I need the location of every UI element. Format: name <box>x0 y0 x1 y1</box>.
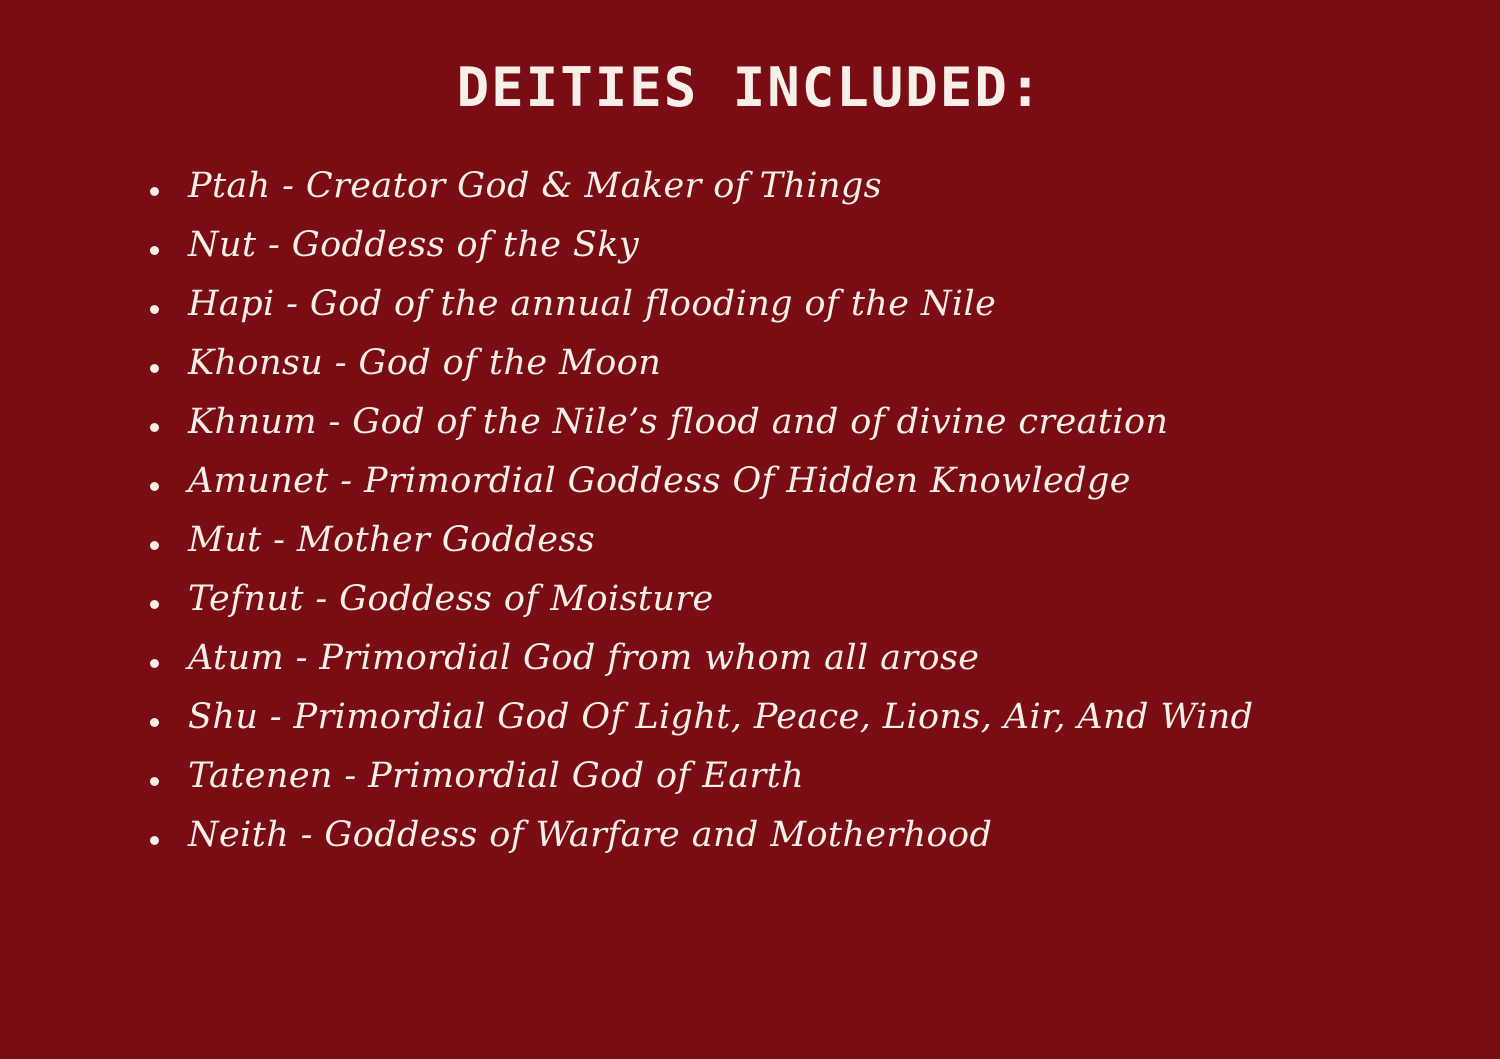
list-item: Hapi - God of the annual flooding of the Nile <box>140 287 1500 322</box>
deity-list <box>0 166 1500 856</box>
list-item: Amunet - Primordial Goddess Of Hidden Knowledge <box>140 464 1500 499</box>
list-item: Tefnut - Goddess of Moisture <box>140 582 1500 617</box>
list-item: Khonsu - God of the Moon <box>140 346 1500 381</box>
list-item: Mut - Mother Goddess <box>140 523 1500 558</box>
list-item: Ptah - Creator God & Maker of Things <box>140 169 1500 204</box>
list-item: Khnum - God of the Nile’s flood and of divine creation <box>140 405 1500 440</box>
page-title: DEITIES INCLUDED: <box>456 56 1044 119</box>
list-item: Nut - Goddess of the Sky <box>140 228 1500 263</box>
list-item: Shu - Primordial God Of Light, Peace, Lions, Air, And Wind <box>140 700 1500 735</box>
list-item: Tatenen - Primordial God of Earth <box>140 759 1500 794</box>
list-item: Neith - Goddess of Warfare and Motherhood <box>140 818 1500 853</box>
list-item: Atum - Primordial God from whom all arose <box>140 641 1500 676</box>
